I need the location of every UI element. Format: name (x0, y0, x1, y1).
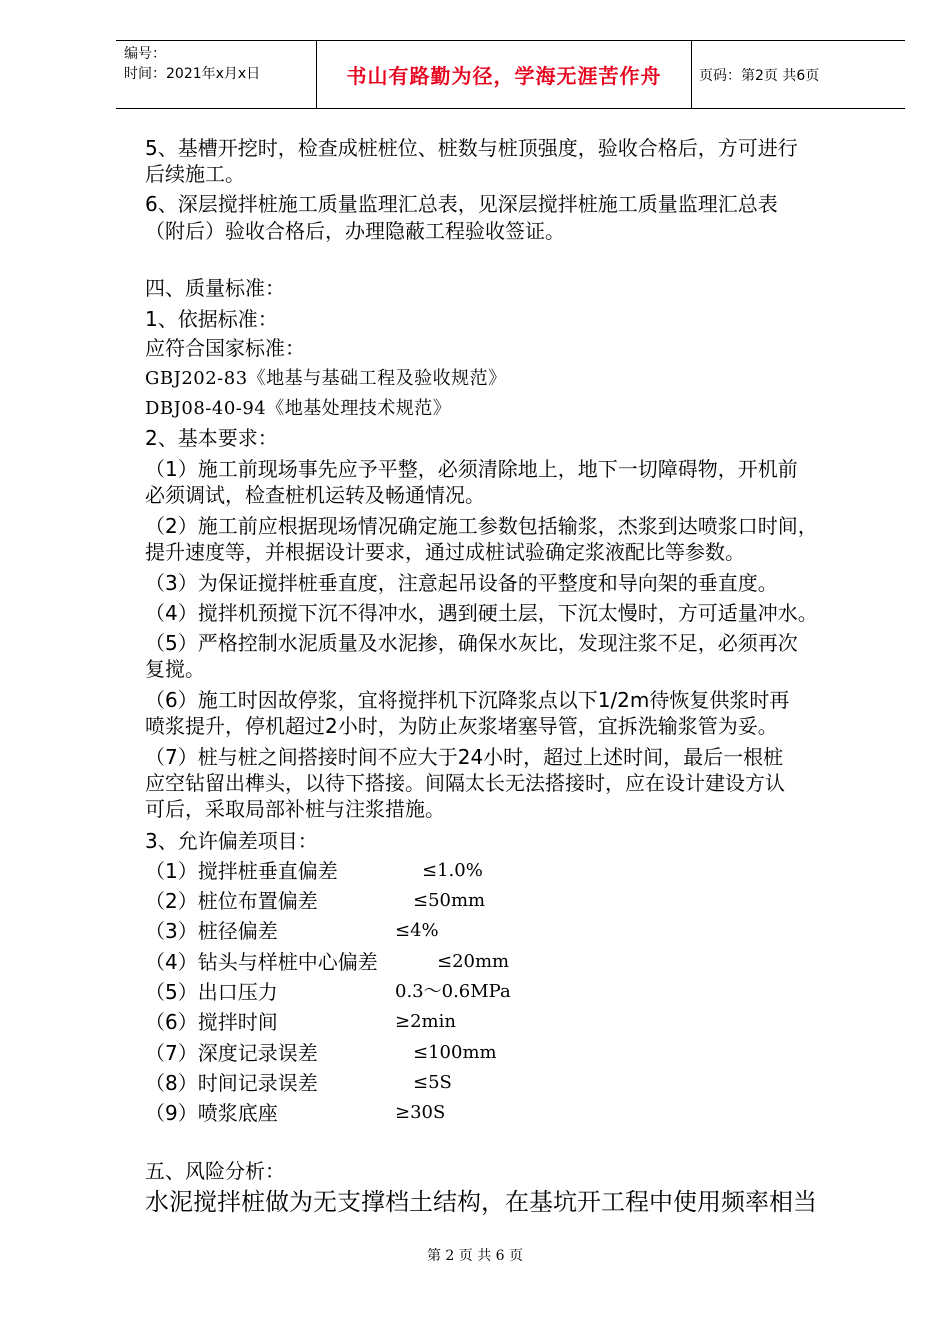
basis-heading: 1、依据标准： (145, 307, 278, 331)
page-header (116, 40, 905, 109)
req-4: （4）搅拌机预搅下沉不得冲水，遇到硬土层，下沉太慢时，方可适量冲水。 (145, 601, 818, 625)
deviation-value: ≤20mm (437, 951, 510, 972)
deviation-label: （9）喷浆底座 (145, 1101, 278, 1125)
deviation-value: ≤1.0% (422, 860, 483, 881)
req-6-line-1: （6）施工时因故停浆，宜将搅拌机下沉降浆点以下1/2m待恢复供浆时再 (145, 688, 790, 712)
deviation-label: （1）搅拌桩垂直偏差 (145, 859, 338, 883)
deviation-value: 0.3～0.6MPa (395, 981, 511, 1002)
deviation-label: （8）时间记录误差 (145, 1071, 318, 1095)
deviation-label: （4）钻头与样桩中心偏差 (145, 950, 378, 974)
deviation-label: （7）深度记录误差 (145, 1041, 318, 1065)
req-5-line-1: （5）严格控制水泥质量及水泥掺，确保水灰比，发现注浆不足，必须再次 (145, 631, 798, 655)
header-number: 编号： (124, 46, 166, 62)
req-3: （3）为保证搅拌桩垂直度，注意起吊设备的平整度和导向架的垂直度。 (145, 571, 778, 595)
req-1-line-1: （1）施工前现场事先应予平整，必须清除地上，地下一切障碍物，开机前 (145, 457, 798, 481)
deviation-value: ≤4% (395, 920, 439, 941)
deviation-label: （2）桩位布置偏差 (145, 889, 318, 913)
para-6-line-1: 6、深层搅拌桩施工质量监理汇总表，见深层搅拌桩施工质量监理汇总表 (145, 192, 778, 216)
req-6-line-2: 喷浆提升，停机超过2小时，为防止灰浆堵塞导管，宜拆洗输浆管为妥。 (145, 714, 778, 738)
header-page-cell (691, 41, 905, 108)
deviation-value: ≥30S (395, 1102, 446, 1123)
req-7-line-2: 应空钻留出榫头，以待下搭接。间隔太长无法搭接时，应在设计建设方认 (145, 771, 785, 795)
para-5-line-2: 后续施工。 (145, 162, 245, 186)
deviation-label: （6）搅拌时间 (145, 1010, 278, 1034)
national-standard-label: 应符合国家标准： (145, 336, 305, 360)
deviation-value: ≤100mm (413, 1042, 497, 1063)
page-footer: 第 2 页 共 6 页 (426, 1248, 524, 1264)
deviation-heading: 3、允许偏差项目： (145, 829, 318, 853)
deviation-value: ≥2min (395, 1011, 456, 1032)
req-1-line-2: 必须调试，检查桩机运转及畅通情况。 (145, 483, 485, 507)
deviation-value: ≤5S (413, 1072, 452, 1093)
deviation-value: ≤50mm (413, 890, 486, 911)
deviation-label: （5）出口压力 (145, 980, 278, 1004)
header-page-number: 页码：第2页 共6页 (699, 67, 820, 84)
header-motto: 书山有路勤为径，学海无涯苦作舟 (346, 64, 662, 88)
risk-paragraph: 水泥搅拌桩做为无支撑档土结构，在基坑开工程中使用频率相当 (145, 1188, 817, 1216)
section-5-heading: 五、风险分析： (145, 1159, 285, 1183)
para-5-line-1: 5、基槽开挖时，检查成桩桩位、桩数与桩顶强度，验收合格后，方可进行 (145, 136, 798, 160)
header-meta (116, 41, 316, 108)
req-2-line-2: 提升速度等，并根据设计要求，通过成桩试验确定浆液配比等参数。 (145, 540, 745, 564)
section-4-heading: 四、质量标准： (145, 276, 285, 300)
para-6-line-2: （附后）验收合格后，办理隐蔽工程验收签证。 (145, 219, 565, 243)
deviation-label: （3）桩径偏差 (145, 919, 278, 943)
basic-requirements-heading: 2、基本要求： (145, 426, 278, 450)
standard-dbj: DBJ08-40-94《地基处理技术规范》 (145, 398, 452, 419)
header-time: 时间：2021年x月x日 (124, 66, 261, 82)
req-7-line-1: （7）桩与桩之间搭接时间不应大于24小时，超过上述时间，最后一根桩 (145, 745, 784, 769)
standard-gbj: GBJ202-83《地基与基础工程及验收规范》 (145, 368, 507, 389)
header-motto-cell (316, 41, 692, 108)
req-2-line-1: （2）施工前应根据现场情况确定施工参数包括输浆，杰浆到达喷浆口时间， (145, 514, 818, 538)
req-7-line-3: 可后，采取局部补桩与注浆措施。 (145, 797, 445, 821)
req-5-line-2: 复搅。 (145, 657, 205, 681)
